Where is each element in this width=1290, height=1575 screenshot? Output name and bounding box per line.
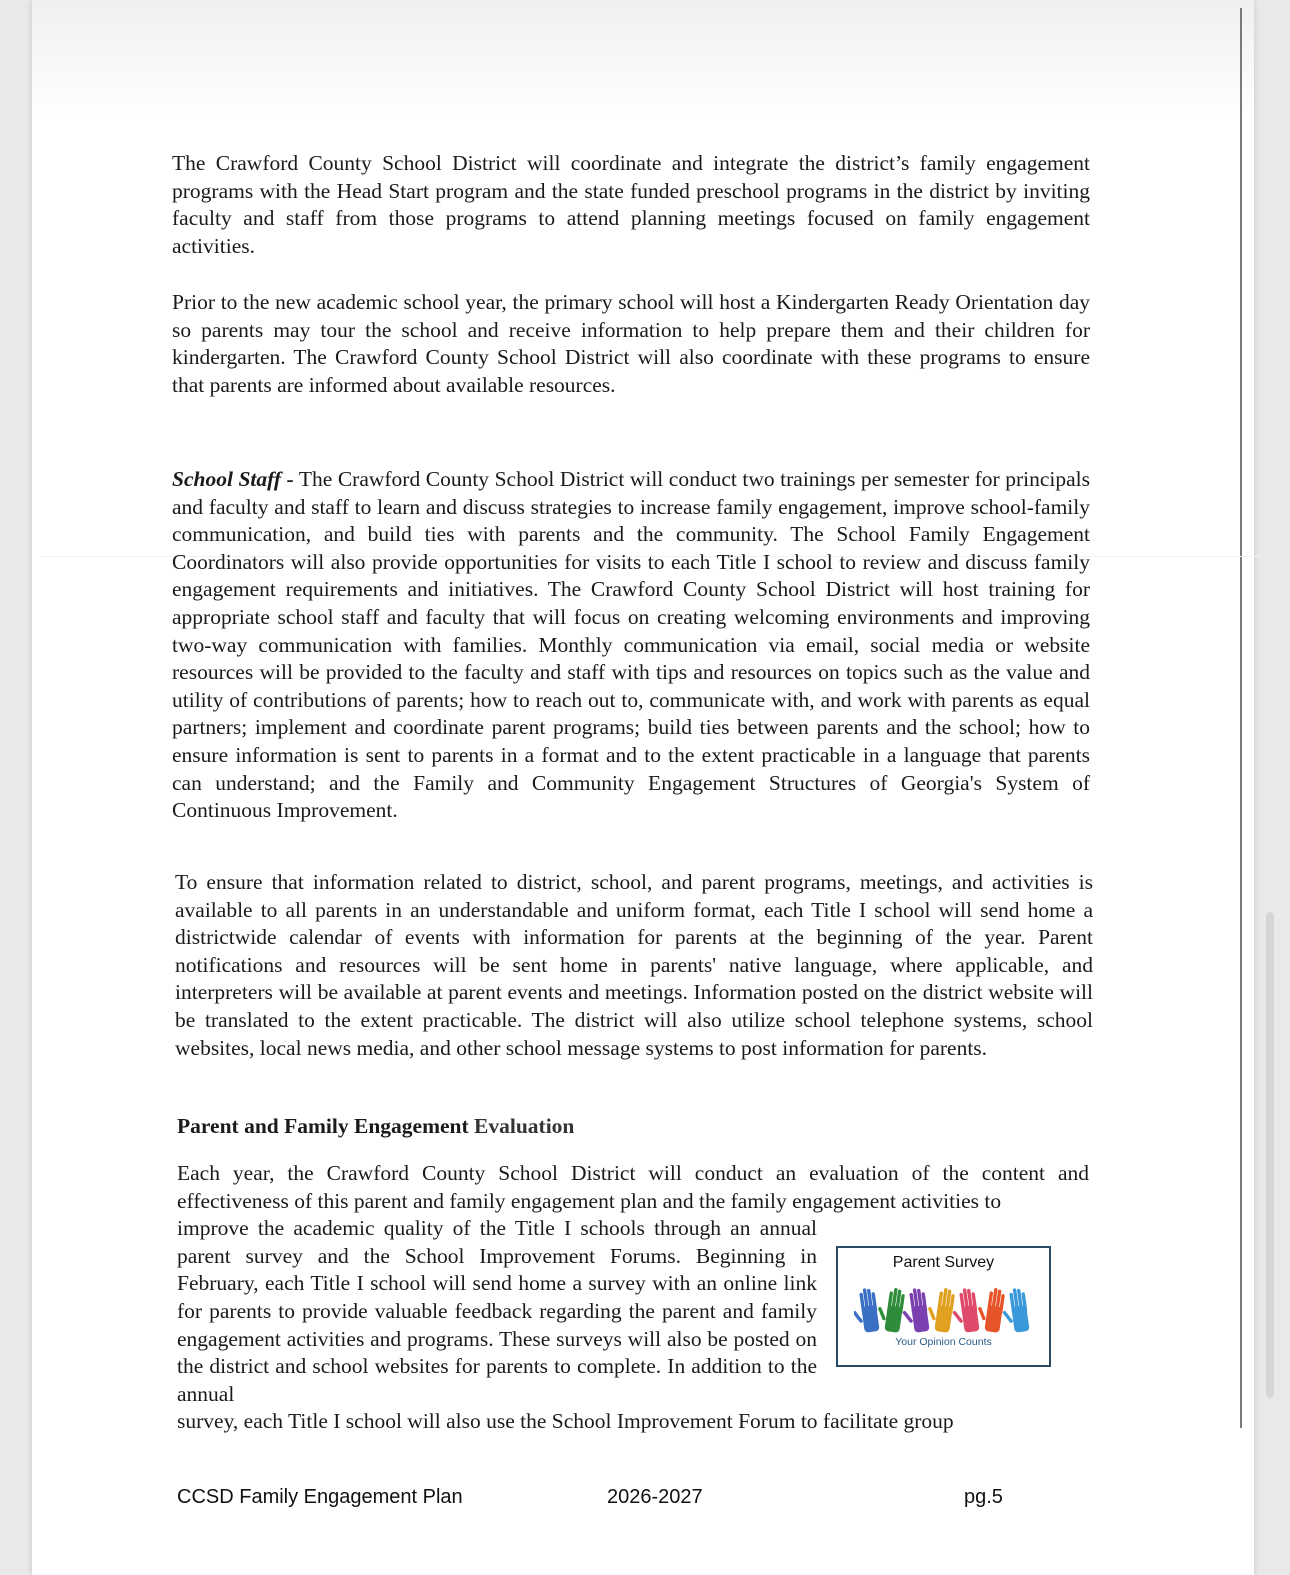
margin-rule (1240, 8, 1242, 1428)
paragraph-school-staff (172, 466, 1090, 825)
footer-year: 2026-2027 (607, 1486, 703, 1508)
paragraph-kindergarten: Prior to the new academic school year, the primary school will host a Kindergarten Ready Orientation day so parents may tour the school and receive information to help prepare them and their children for kindergarten. The Crawford County School District will also coordinate with these programs to ensure that parents are informed about available resources. (172, 290, 1090, 397)
hand-icon (899, 1287, 930, 1334)
hand-icon (949, 1287, 980, 1334)
hand-icon (854, 1287, 880, 1334)
paragraph-information: To ensure that information related to district, school, and parent programs, meetings, and activities is available to all parents in an understandable and uniform format, each Title I school will send home a districtwide calendar of events with information for parents at the beginning of the year. Parent notifications and resources will be sent home in parents' native language, where applicable, and interpreters will be available at parent events and meetings. Information posted on the district website will be translated to the extent practicable. The district will also utilize school telephone systems, school websites, local news media, and other school message systems to post information for parents. (175, 870, 1093, 1060)
hand-icon (925, 1286, 956, 1333)
parent-survey-graphic (836, 1246, 1051, 1367)
school-staff-lead: School Staff - (172, 467, 294, 491)
footer-plan-name: CCSD Family Engagement Plan (177, 1486, 463, 1508)
scrollbar[interactable] (1266, 912, 1274, 1398)
section-heading (177, 1114, 574, 1139)
paragraph-head-start: The Crawford County School District will coordinate and integrate the district’s family engagement programs with the Head Start program and the state funded preschool programs in the district by inviting faculty and staff from those programs to attend planning meetings focused on family engagement activities. (172, 151, 1090, 258)
page-shadow (32, 0, 1254, 120)
hand-icon (875, 1286, 906, 1333)
school-staff-body: The Crawford County School District will conduct two trainings per semester for principals and faculty and staff to learn and discuss strategies to increase family engagement, improve school-family communication, and build ties with parents and the community. The School Family Engagement Coordinators will also provide opportunities for visits to each Title I school to review and discuss family engagement requirements and initiatives. The Crawford County School District will host training for appropriate school staff and faculty that will focus on creating welcoming environments and improving two-way communication with families. Monthly communication via email, social media or website resources will be provided to the faculty and staff with tips and resources on topics such as the value and utility of contributions of parents; how to reach out to, communicate with, and work with parents as equal partners; implement and coordinate parent programs; build ties between parents and the school; how to ensure information is sent to parents in a format and to the extent practicable in a language that parents can understand; and the Family and Community Engagement Structures of Georgia's System of Continuous Improvement. (172, 467, 1090, 823)
hand-icon (999, 1287, 1030, 1334)
survey-subtitle: Your Opinion Counts (895, 1336, 992, 1348)
evaluation-intro: Each year, the Crawford County School District will conduct an evaluation of the content and effectiveness of this parent and family engagement plan and the family engagement activities to (177, 1161, 1089, 1213)
hand-icon (975, 1286, 1006, 1333)
evaluation-tail: survey, each Title I school will also use the School Improvement Forum to facilitate group (177, 1409, 954, 1434)
heading-bold: Parent and Family Engagement (177, 1114, 469, 1138)
evaluation-wrapped: improve the academic quality of the Title I schools through an annual parent survey and the School Improvement Forums. Beginning in February, each Title I school will send home a survey with an online link for parents to provide valuable feedback regarding the parent and family engagement activities and programs. These surveys will also be posted on the district and school websites for parents to complete. In addition to the annual (177, 1216, 817, 1406)
heading-rest: Evaluation (468, 1114, 575, 1138)
survey-title: Parent Survey (892, 1254, 995, 1271)
evaluation-wrap-column (177, 1215, 817, 1408)
footer-page-number: pg.5 (964, 1486, 1003, 1508)
colored-hands-icon (854, 1282, 1034, 1334)
